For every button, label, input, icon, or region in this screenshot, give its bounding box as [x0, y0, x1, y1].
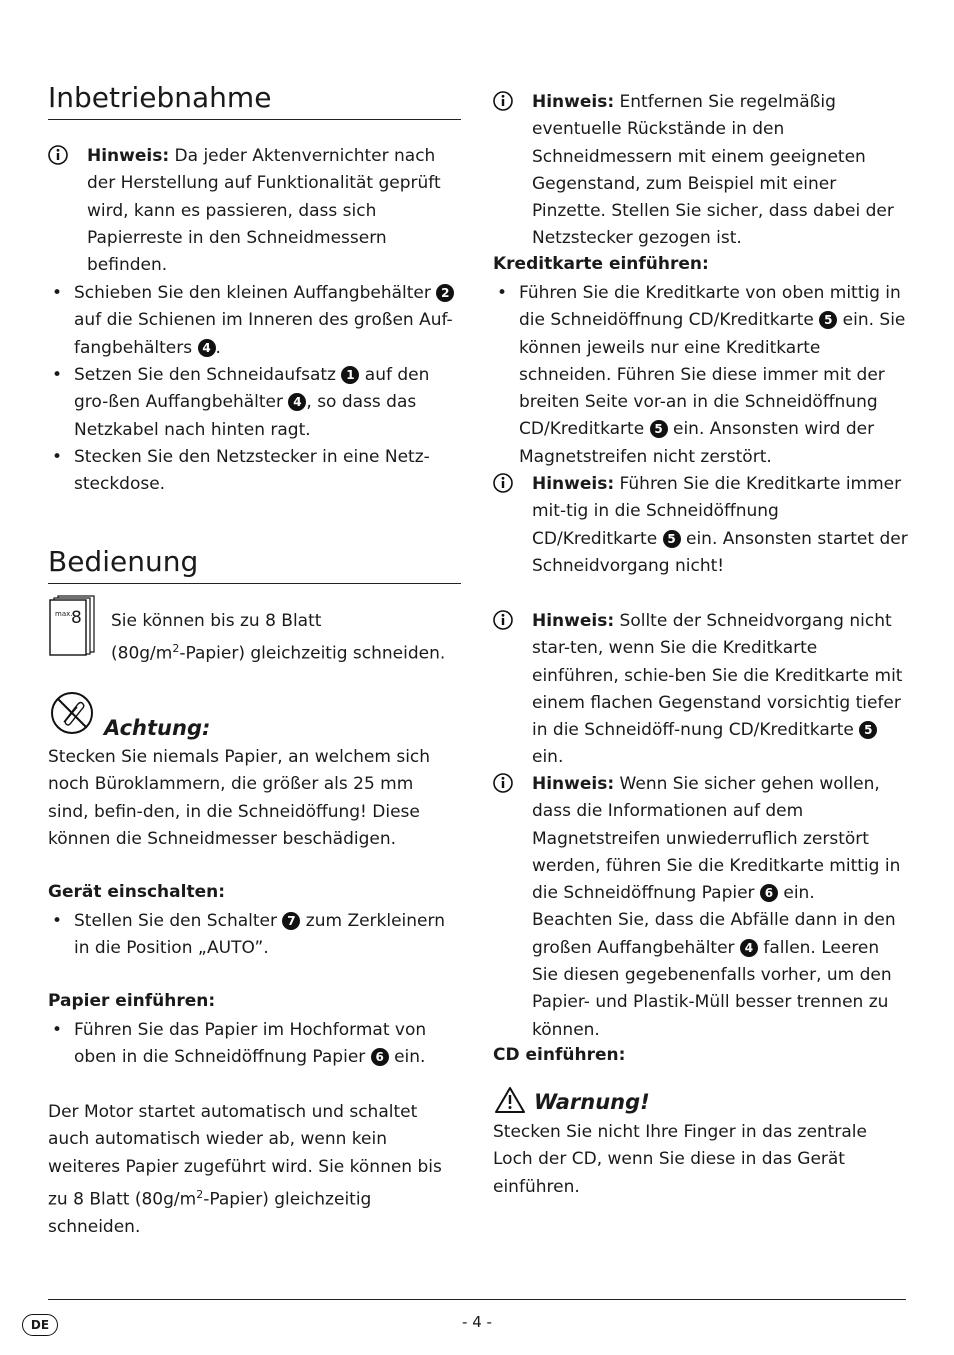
part-number-badge: 4 [288, 393, 306, 411]
hint-note [493, 771, 908, 1044]
info-icon [493, 773, 513, 793]
hint-text: Sollte der Schneidvorgang nicht star-ten, wenn Sie die Kreditkarte einführen, schie-ben Sie die Kreditkarte mit einem flachen Gegenstand vorsichtig tiefer in die Schneidöff-nung CD/Kreditkarte [532, 611, 903, 741]
list-item-text: Stecken Sie den Netzstecker in eine Netz-steckdose. [74, 447, 430, 495]
list-item-text: ein. Sie können jeweils nur eine Kreditkarte schneiden. Führen Sie diese immer mit der breiten Seite vor-an in die Schneidöffnung CD/Kreditkarte [519, 310, 906, 440]
subheading: CD einführen: [493, 1045, 626, 1065]
sheet-capacity-text: Sie können bis zu 8 Blatt [111, 611, 322, 631]
hint-label: Hinweis: [532, 474, 615, 494]
page-number: - 4 - [462, 1313, 492, 1331]
part-number-badge: 1 [341, 366, 359, 384]
list-item-text: , so dass das Netzkabel nach hinten ragt. [74, 392, 417, 440]
list-item-text: Setzen Sie den Schneidaufsatz [74, 365, 342, 385]
heading-rule [48, 583, 461, 584]
hint-text: Beachten Sie, dass die Abfälle dann in den großen Auffangbehälter [532, 910, 896, 958]
list-item-text: auf die Schienen im Inneren des großen Auf-fangbehälters [74, 310, 453, 358]
list-item-text: auf den gro-ßen Auffangbehälter [74, 365, 430, 413]
list-item: • Führen Sie das Papier im Hochformat von oben in die Schneidöffnung Papier 6 ein. [52, 1020, 427, 1068]
warning-text: Stecken Sie nicht Ihre Finger in das zentrale Loch der CD, wenn Sie diese in das Gerät einführen. [493, 1122, 867, 1197]
hint-text: ein. [777, 883, 815, 904]
warning-title: Warnung! [534, 1090, 650, 1114]
section-heading-bedienung: Bedienung [48, 545, 199, 578]
hint-text: Entfernen Sie regelmäßig eventuelle Rückstände in den Schneidmessern mit einem geeigneten Gegenstand, zum Beispiel mit einer Pinzette. Stellen Sie sicher, dass dabei der Netzstecker gezogen ist. [532, 92, 894, 249]
part-number-badge: 6 [760, 884, 778, 902]
list-item-text: Stellen Sie den Schalter [74, 911, 283, 931]
subheading: Kreditkarte einführen: [493, 254, 709, 274]
hint-text: Führen Sie die Kreditkarte immer mit-tig in die Schneidöffnung CD/Kreditkarte [532, 474, 902, 549]
hint-label: Hinweis: [532, 92, 615, 112]
part-number-badge: 2 [436, 284, 454, 302]
sheet-icon-label: max. [55, 610, 73, 618]
hint-text: ein. [532, 747, 564, 768]
hint-note [493, 471, 908, 580]
language-code: DE [30, 1318, 50, 1332]
list-item: • Schieben Sie den kleinen Auffangbehälter 2 auf die Schienen im Inneren des großen Auf-fangbehälters 4 . [52, 283, 453, 358]
hint-text: ein. Ansonsten startet der Schneidvorgang nicht! [532, 528, 908, 576]
caution-text: Stecken Sie niemals Papier, an welchem sich noch Büroklammern, die größer als 25 mm sind, befin-den, in die Schneidöffung! Diese können die Schneidmesser beschädigen. [48, 747, 431, 849]
warning-triangle-icon [494, 1086, 526, 1114]
list-item-text: zum Zerkleinern in die Position „AUTO”. [74, 911, 445, 959]
heading-rule [48, 119, 461, 120]
paragraph-text: -Papier) gleichzeitig schneiden. [48, 1189, 372, 1237]
hint-label: Hinweis: [532, 611, 615, 631]
list-item-text: . [215, 337, 221, 358]
sheet-capacity-text: (80g/m [111, 643, 173, 664]
hint-text: Wenn Sie sicher gehen wollen, dass die Informationen auf dem Magnetstreifen unwiederruflich zerstört werden, führen Sie die Kreditkarte mittig in die Schneidöffnung Papier [532, 774, 901, 904]
part-number-badge: 5 [859, 721, 877, 739]
hint-label: Hinweis: [532, 774, 615, 794]
sheet-capacity-icon [49, 594, 97, 656]
no-paperclip-icon [48, 692, 96, 736]
hint-note [48, 143, 461, 279]
info-icon [493, 610, 513, 630]
hint-label: Hinweis: [87, 146, 170, 166]
part-number-badge: 6 [371, 1048, 389, 1066]
superscript: 2 [196, 1187, 204, 1201]
hint-note [493, 608, 908, 772]
list-item: • Stellen Sie den Schalter 7 zum Zerkleinern in die Position „AUTO”. [52, 911, 445, 959]
superscript: 2 [172, 642, 180, 656]
paragraph-text: Der Motor startet automatisch und schaltet auch automatisch wieder ab, wenn kein weiteres Papier zugeführt wird. Sie können bis zu 8 Blatt (80g/m [48, 1102, 442, 1210]
list-item-text: Führen Sie die Kreditkarte von oben mittig in die Schneidöffnung CD/Kreditkarte [519, 283, 901, 331]
part-number-badge: 4 [740, 939, 758, 957]
sheet-icon-number: 8 [71, 608, 82, 628]
part-number-badge: 4 [198, 339, 216, 357]
list-item: • Setzen Sie den Schneidaufsatz 1 auf den gro-ßen Auffangbehälter 4 , so dass das Netzkabel nach hinten ragt. [52, 365, 430, 440]
part-number-badge: 5 [819, 311, 837, 329]
subheading: Gerät einschalten: [48, 882, 225, 902]
hint-text: fallen. Leeren Sie diesen gegebenenfalls vorher, um den Papier- und Plastik-Müll besser trennen zu können. [532, 937, 892, 1040]
footer-rule [48, 1299, 906, 1300]
part-number-badge: 5 [650, 420, 668, 438]
list-item-text: ein. [388, 1047, 426, 1068]
part-number-badge: 5 [663, 530, 681, 548]
hint-note [493, 89, 908, 253]
section-heading-inbetriebnahme: Inbetriebnahme [48, 81, 272, 114]
list-item-text: Schieben Sie den kleinen Auffangbehälter [74, 283, 437, 303]
list-item: • Führen Sie die Kreditkarte von oben mittig in die Schneidöffnung CD/Kreditkarte 5 ein. Sie können jeweils nur eine Kreditkarte schneiden. Führen Sie diese immer mit der breiten Seite vor-an in die Schneidöffnung CD/Kreditkarte 5 ein. Ansonsten wird der Magnetstreifen nicht zerstört. [497, 283, 906, 467]
list-item-text: Führen Sie das Papier im Hochformat von oben in die Schneidöffnung Papier [74, 1020, 427, 1068]
sheet-capacity-text: -Papier) gleichzeitig schneiden. [179, 643, 446, 664]
caution-title: Achtung: [104, 716, 211, 740]
info-icon [48, 145, 68, 165]
list-item: • Stecken Sie den Netzstecker in eine Netz-steckdose. [52, 447, 430, 495]
paragraph [48, 1099, 458, 1241]
subheading: Papier einführen: [48, 991, 216, 1011]
info-icon [493, 91, 513, 111]
list-item-text: ein. Ansonsten wird der Magnetstreifen nicht zerstört. [519, 419, 875, 467]
hint-text: Da jeder Aktenvernichter nach der Herstellung auf Funktionalität geprüft wird, kann es passieren, dass sich Papierreste in den Schneidmessern befinden. [87, 146, 441, 276]
info-icon [493, 473, 513, 493]
part-number-badge: 7 [282, 912, 300, 930]
